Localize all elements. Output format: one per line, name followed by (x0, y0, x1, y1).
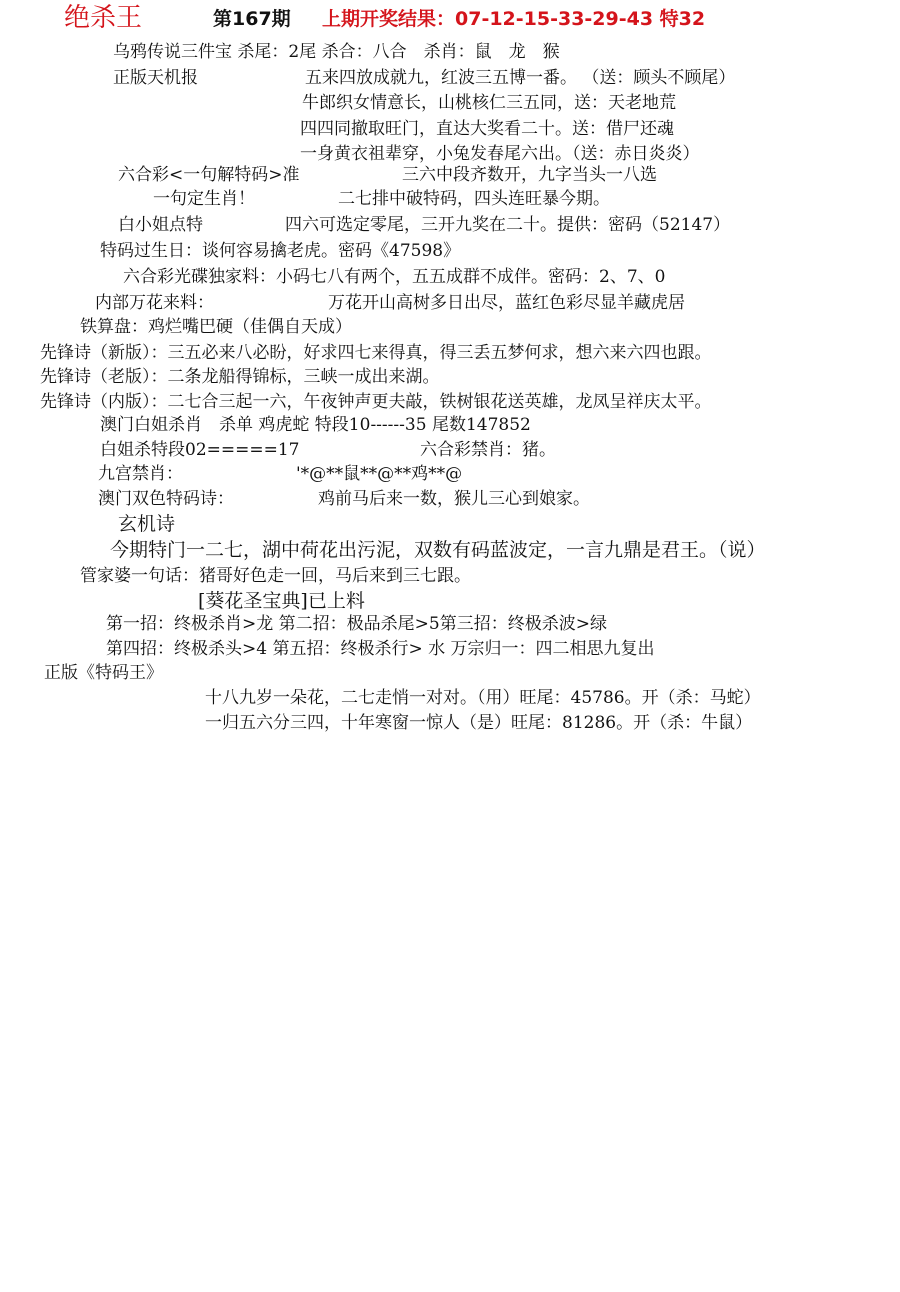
line-tema-king-verse-2: 一归五六分三四，十年寒窗一惊人（是）旺尾：81286。开（杀：牛鼠） (205, 713, 753, 733)
line-sunflower-title: [葵花圣宝典]已上料 (198, 590, 365, 612)
line-baixiaojie-label: 白小姐点特 (118, 215, 203, 235)
line-zodiac-verse: 二七排中破特码，四头连旺暴今期。 (338, 189, 610, 209)
line-poem-old: 先锋诗（老版）：二条龙船得锦标，三峡一成出来湖。 (40, 367, 440, 387)
last-draw-result: 上期开奖结果：07-12-15-33-29-43 特32 (322, 8, 706, 30)
line-tianji-verse-4: 一身黄衣祖辈穿，小兔发春尾六出。（送：赤日炎炎） (300, 144, 700, 164)
line-kill-section: 白姐杀特段02=====17 (100, 440, 300, 460)
line-one-sentence-verse: 三六中段齐数开，九字当头一八选 (402, 165, 657, 185)
line-wanhua-label: 内部万花来料： (95, 293, 214, 313)
line-macau-kill: 澳门白姐杀肖 杀单 鸡虎蛇 特段10------35 尾数147852 (100, 415, 531, 435)
line-macau-poem-verse: 鸡前马后来一数，猴儿三心到娘家。 (318, 489, 590, 509)
line-tianji-verse-2: 牛郎织女情意长，山桃核仁三五同，送：天老地荒 (302, 93, 676, 113)
line-tianji-verse-3: 四四同撤取旺门，直达大奖看二十。送：借尸还魂 (300, 119, 674, 139)
line-tianji-verse-1: 五来四放成就九，红波三五博一番。 （送：顾头不顾尾） (305, 68, 736, 88)
line-baixiaojie-verse: 四六可选定零尾，三开九奖在二十。提供：密码（52147） (285, 215, 731, 235)
issue-number: 第167期 (213, 8, 291, 30)
line-abacus: 铁算盘：鸡烂嘴巴硬（佳偶自天成） (80, 317, 352, 337)
line-forbidden-zodiac: 六合彩禁肖：猪。 (420, 440, 556, 460)
line-zodiac-label: 一句定生肖！ (153, 189, 255, 209)
line-one-sentence-label: 六合彩<一句解特码>准 (118, 165, 300, 185)
line-nine-palace-value: '*@**鼠**@**鸡**@ (296, 464, 463, 484)
line-mystery-poem-title: 玄机诗 (118, 513, 176, 535)
line-disc-exclusive: 六合彩光碟独家料：小码七八有两个，五五成群不成伴。密码：2、7、0 (123, 267, 666, 287)
line-wanhua-verse: 万花开山高树多日出尽，蓝红色彩尽显羊藏虎居 (328, 293, 685, 313)
line-poem-new: 先锋诗（新版）：三五必来八必盼，好求四七来得真，得三丢五梦何求，想六来六四也跟。 (40, 343, 712, 363)
line-moves-2: 第四招：终极杀头>4 第五招：终极杀行> 水 万宗归一：四二相思九复出 (106, 639, 655, 659)
line-birthday: 特码过生日：谈何容易擒老虎。密码《47598》 (100, 241, 461, 261)
line-housekeeper: 管家婆一句话：猪哥好色走一回，马后来到三七跟。 (80, 566, 471, 586)
line-nine-palace-label: 九宫禁肖： (98, 464, 183, 484)
line-tianji-label: 正版天机报 (113, 68, 198, 88)
line-poem-inner: 先锋诗（内版）：二七合三起一六，午夜钟声更夫敲，铁树银花送英雄，龙凤呈祥庆太平。 (40, 392, 712, 412)
line-tema-king-verse-1: 十八九岁一朵花，二七走悄一对对。（用）旺尾：45786。开（杀：马蛇） (205, 688, 761, 708)
line-crow-legend: 乌鸦传说三件宝 杀尾：2尾 杀合：八合 杀肖：鼠 龙 猴 (113, 42, 560, 62)
line-tema-king-title: 正版《特码王》 (44, 663, 163, 683)
line-macau-poem-label: 澳门双色特码诗： (98, 489, 234, 509)
line-moves-1: 第一招：终极杀肖>龙 第二招：极品杀尾>5第三招：终极杀波>绿 (106, 614, 607, 634)
brand-title: 绝杀王 (64, 3, 143, 33)
line-mystery-poem: 今期特门一二七，湖中荷花出污泥，双数有码蓝波定，一言九鼎是君王。（说） (110, 539, 766, 561)
